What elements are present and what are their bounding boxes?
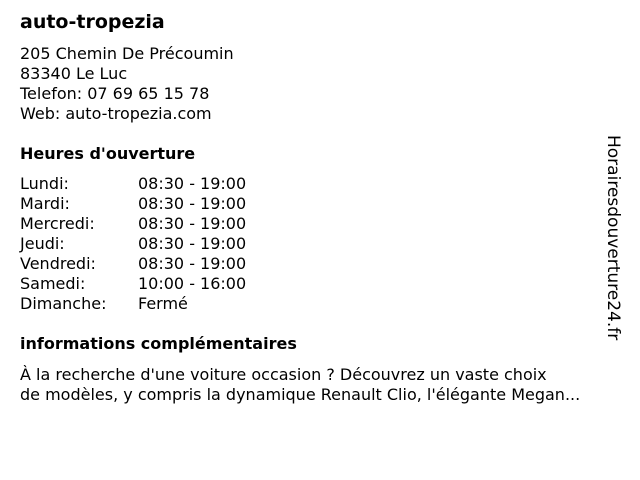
info-heading: informations complémentaires (20, 334, 297, 353)
address-block (20, 44, 234, 124)
hours-row-monday (20, 174, 246, 194)
day-label: Mardi: (20, 194, 70, 213)
hours-row-thursday (20, 234, 246, 254)
time-value: 10:00 - 16:00 (138, 274, 247, 293)
hours-table (20, 174, 246, 314)
site-brand-vertical: Horairesdouverture24.fr (603, 135, 623, 341)
time-value: 08:30 - 19:00 (138, 234, 247, 253)
hours-row-tuesday (20, 194, 246, 214)
hours-row-saturday (20, 274, 246, 294)
time-value: 08:30 - 19:00 (138, 254, 247, 273)
info-line-2: de modèles, y compris la dynamique Renault Clio, l'élégante Megan... (20, 385, 581, 404)
street-address: 205 Chemin De Précoumin (20, 44, 234, 63)
hours-row-wednesday (20, 214, 246, 234)
day-label: Mercredi: (20, 214, 95, 233)
time-value: 08:30 - 19:00 (138, 174, 247, 193)
hours-row-sunday (20, 294, 246, 314)
day-label: Samedi: (20, 274, 86, 293)
city-postcode: 83340 Le Luc (20, 64, 128, 83)
day-label: Lundi: (20, 174, 69, 193)
day-label: Vendredi: (20, 254, 96, 273)
time-value: Fermé (138, 294, 188, 313)
hours-row-friday (20, 254, 246, 274)
phone-number: Telefon: 07 69 65 15 78 (20, 84, 210, 103)
hours-heading: Heures d'ouverture (20, 144, 196, 163)
day-label: Jeudi: (20, 234, 65, 253)
info-line-1: À la recherche d'une voiture occasion ? Découvrez un vaste choix (20, 365, 547, 384)
website: Web: auto-tropezia.com (20, 104, 212, 123)
info-text (20, 365, 630, 405)
time-value: 08:30 - 19:00 (138, 194, 247, 213)
day-label: Dimanche: (20, 294, 107, 313)
time-value: 08:30 - 19:00 (138, 214, 247, 233)
business-name: auto-tropezia (20, 11, 165, 33)
